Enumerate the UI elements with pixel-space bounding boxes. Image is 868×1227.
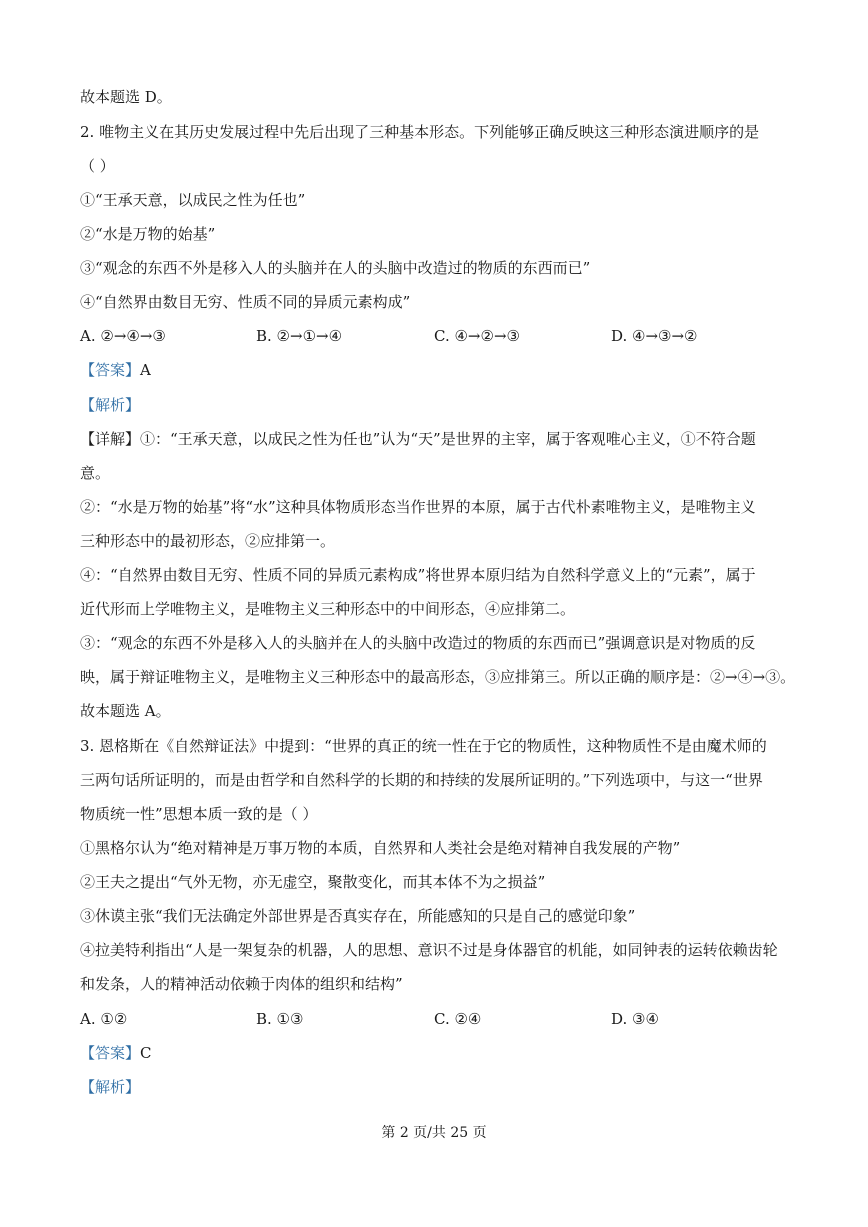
analysis-tag: 【解析】	[80, 1078, 141, 1096]
analysis-tag: 【解析】	[80, 396, 141, 414]
question-2-conclusion: 故本题选 A。	[80, 702, 171, 720]
question-2-item-4: ④“自然界由数目无穷、性质不同的异质元素构成”	[80, 293, 411, 311]
question-2-detail-line-3: ②：“水是万物的始基”将“水”这种具体物质形态当作世界的本原，属于古代朴素唯物主义，是唯物主义	[80, 498, 756, 516]
question-2-detail-line-2: 意。	[80, 464, 111, 482]
answer-value: C	[140, 1044, 152, 1062]
option-c: C. ②④	[434, 1010, 482, 1028]
question-2-options	[80, 326, 800, 346]
question-3-answer	[80, 1043, 808, 1063]
previous-answer-conclusion: 故本题选 D。	[80, 88, 172, 106]
question-2-detail-line-4: 三种形态中的最初形态，②应排第一。	[80, 532, 336, 550]
question-3-options	[80, 1009, 800, 1029]
question-2-detail-line-6: 近代形而上学唯物主义，是唯物主义三种形态中的中间形态，④应排第二。	[80, 600, 576, 618]
question-3-item-2: ②王夫之提出“气外无物，亦无虚空，聚散变化，而其本体不为之损益”	[80, 873, 546, 891]
question-2-item-2: ②“水是万物的始基”	[80, 225, 216, 243]
detail-text: ①：“王承天意，以成民之性为任也”认为“天”是世界的主宰，属于客观唯心主义，①不符合题	[140, 430, 756, 448]
question-2-item-1: ①“王承天意，以成民之性为任也”	[80, 191, 306, 209]
question-3-item-1: ①黑格尔认为“绝对精神是万事万物的本质，自然界和人类社会是绝对精神自我发展的产物”	[80, 839, 681, 857]
option-a: A. ②→④→③	[80, 327, 166, 345]
option-a: A. ①②	[80, 1010, 128, 1028]
question-2-item-3: ③“观念的东西不外是移入人的头脑并在人的头脑中改造过的物质的东西而已”	[80, 259, 591, 277]
answer-value: A	[140, 361, 151, 379]
question-2-detail-line-1	[80, 429, 808, 449]
question-2-analysis-heading	[80, 395, 808, 415]
answer-tag: 【答案】	[80, 1044, 141, 1062]
question-2-detail-line-7: ③：“观念的东西不外是移入人的头脑并在人的头脑中改造过的物质的东西而已”强调意识是对物质的反	[80, 634, 756, 652]
question-3-item-4-line-2: 和发条，人的精神活动依赖于肉体的组织和结构”	[80, 975, 403, 993]
question-2-blank: （ ）	[80, 157, 115, 175]
question-2-answer	[80, 360, 808, 380]
question-3-analysis-heading	[80, 1077, 808, 1097]
option-b: B. ②→①→④	[256, 327, 343, 345]
page-number-footer: 第 2 页/共 25 页	[381, 1125, 487, 1141]
question-3-stem-line-3: 物质统一性”思想本质一致的是（ ）	[80, 805, 318, 823]
option-c: C. ④→②→③	[434, 327, 520, 345]
question-2-stem: 2. 唯物主义在其历史发展过程中先后出现了三种基本形态。下列能够正确反映这三种形态演进顺序的是	[80, 123, 760, 141]
question-3-stem-line-1: 3. 恩格斯在《自然辩证法》中提到：“世界的真正的统一性在于它的物质性，这种物质性不是由魔术师的	[80, 737, 767, 755]
option-b: B. ①③	[256, 1010, 304, 1028]
question-3-item-3: ③休谟主张“我们无法确定外部世界是否真实存在，所能感知的只是自己的感觉印象”	[80, 907, 636, 925]
question-3-stem-line-2: 三两句话所证明的，而是由哲学和自然科学的长期的和持续的发展所证明的。”下列选项中，与这一“世界	[80, 771, 763, 789]
option-d: D. ④→③→②	[611, 327, 698, 345]
option-d: D. ③④	[611, 1010, 659, 1028]
question-2-detail-line-5: ④：“自然界由数目无穷、性质不同的异质元素构成”将世界本原归结为自然科学意义上的“元素”，属于	[80, 566, 756, 584]
answer-tag: 【答案】	[80, 361, 141, 379]
question-3-item-4-line-1: ④拉美特利指出“人是一架复杂的机器，人的思想、意识不过是身体器官的机能，如同钟表的运转依赖齿轮	[80, 941, 778, 959]
question-2-detail-line-8: 映，属于辩证唯物主义，是唯物主义三种形态中的最高形态，③应排第三。所以正确的顺序是：②→④→③。	[80, 668, 796, 686]
detail-tag: 【详解】	[80, 430, 141, 448]
